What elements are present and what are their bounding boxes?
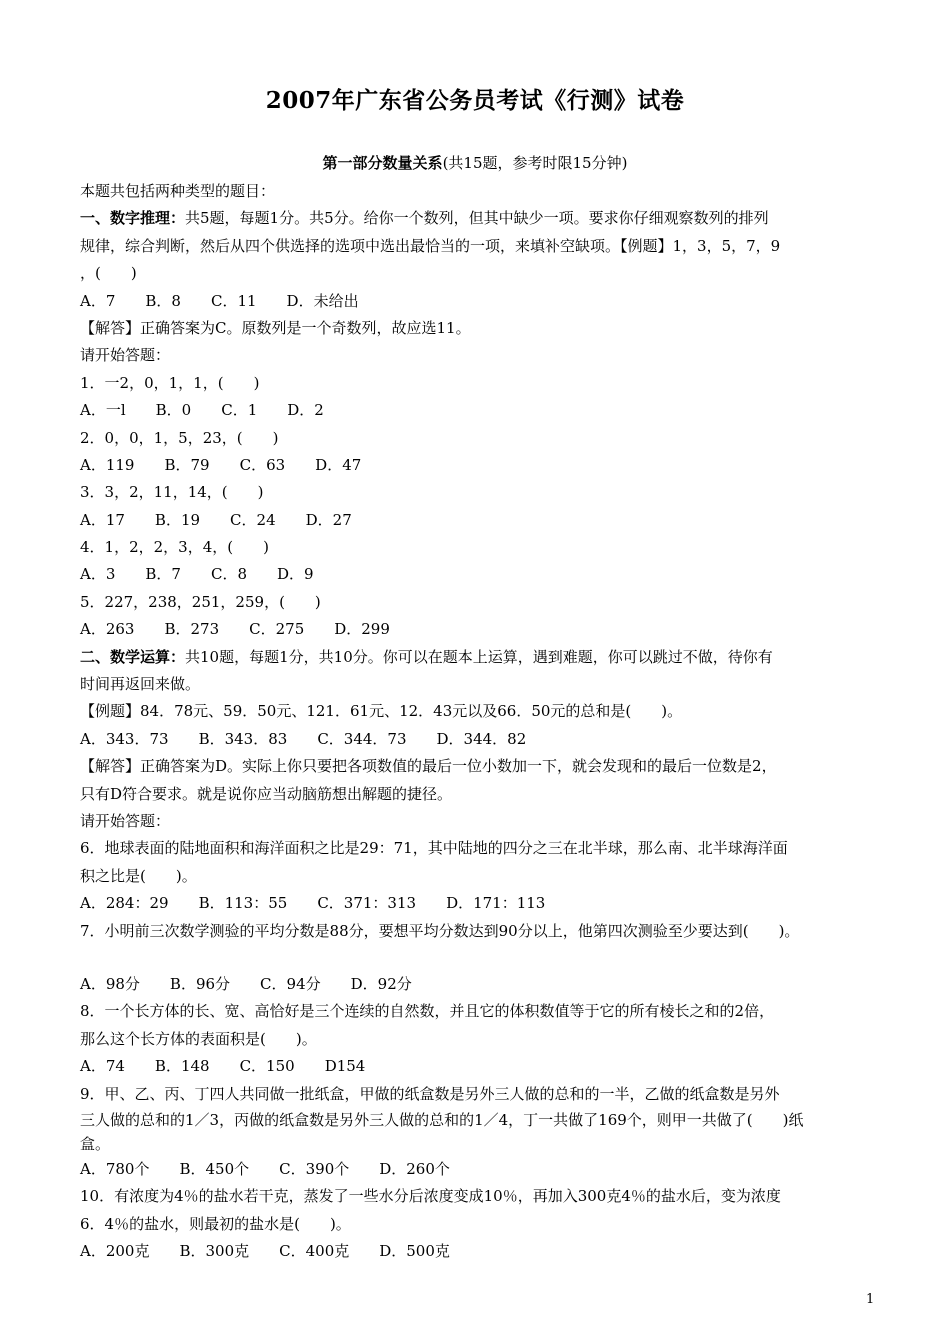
option: B．273 <box>164 620 220 639</box>
question-9-line3: 盒。 <box>80 1134 111 1153</box>
page-number: 1 <box>866 1292 875 1307</box>
part2-text: 共10题，每题1分，共10分。你可以在题本上运算，遇到难题，你可以跳过不做，待你有 <box>185 647 773 666</box>
section-heading-bold: 第一部分数量关系 <box>322 154 443 172</box>
option: D．92分 <box>350 974 412 993</box>
question-7-line1: 7．小明前三次数学测验的平均分数是88分，要想平均分数达到90分以上，他第四次测验至少要达到( )。 <box>80 921 800 940</box>
option: B．148 <box>154 1057 210 1076</box>
part2-label: 二、数学运算： <box>80 647 186 666</box>
option: A．343．73 <box>80 729 169 748</box>
question-8-line2: 那么这个长方体的表面积是( )。 <box>80 1029 317 1048</box>
part2-line1 <box>80 644 880 671</box>
option: A．7 <box>80 291 116 310</box>
option: D．27 <box>305 510 352 529</box>
part1-line2: 规律，综合判断，然后从四个供选择的选项中选出最恰当的一项，来填补空缺项。【例题】1，3，5，7，9 <box>80 236 781 255</box>
option: C．400克 <box>279 1242 350 1261</box>
question-10-line2: 6．4％的盐水，则最初的盐水是( )。 <box>80 1214 351 1233</box>
start-prompt-1: 请开始答题： <box>80 346 171 365</box>
question-5: 5．227，238，251，259，( ) <box>80 592 321 611</box>
question-6-line2: 积之比是( )。 <box>80 866 197 885</box>
option: C．94分 <box>260 974 321 993</box>
part1-line3: ，( ) <box>80 264 137 283</box>
example1-answer: 【解答】正确答案为C。原数列是一个奇数列，故应选11。 <box>80 318 471 337</box>
option: B．113：55 <box>198 894 288 913</box>
option: B．19 <box>154 510 201 529</box>
option: A．74 <box>80 1057 125 1076</box>
option: A．119 <box>80 455 135 474</box>
example2-answer-line2: 只有D符合要求。就是说你应当动脑筋想出解题的捷径。 <box>80 784 453 803</box>
blank-line <box>80 945 880 971</box>
question-8-line1: 8．一个长方体的长、宽、高恰好是三个连续的自然数，并且它的体积数值等于它的所有棱长之和的2倍， <box>80 1002 775 1021</box>
option: D．500克 <box>379 1242 450 1261</box>
question-7-options <box>80 971 880 998</box>
question-9-line2: 三人做的总和的1／3，丙做的纸盒数是另外三人做的总和的1／4，丁一共做了169个，则甲一共做了( )纸 <box>80 1110 804 1129</box>
option: A．284：29 <box>80 894 169 913</box>
option: C．8 <box>210 565 247 584</box>
option: A．3 <box>80 565 116 584</box>
option: B．7 <box>145 565 181 584</box>
section-heading-rest: (共15题，参考时限15分钟) <box>442 154 628 172</box>
option: B．343．83 <box>198 729 288 748</box>
option: D154 <box>324 1057 366 1076</box>
example2: 【例题】84．78元、59．50元、121．61元、12．43元以及66．50元的总和是( )。 <box>80 702 683 721</box>
start-prompt-2: 请开始答题： <box>80 811 171 830</box>
part1-line1 <box>80 205 880 232</box>
question-1: 1．一2，0，1，1，( ) <box>80 373 260 392</box>
option: A．200克 <box>80 1242 150 1261</box>
option: D．未给出 <box>286 291 359 310</box>
question-6-line1: 6．地球表面的陆地面积和海洋面积之比是29：71，其中陆地的四分之三在北半球，那么南、北半球海洋面 <box>80 839 788 858</box>
option: D．299 <box>334 620 390 639</box>
question-3-options <box>80 507 880 534</box>
part1-label: 一、数字推理： <box>80 209 186 228</box>
option: C．371：313 <box>317 894 417 913</box>
question-8-options <box>80 1053 880 1080</box>
question-3: 3．3，2，11，14，( ) <box>80 483 264 502</box>
question-2: 2．0，0，1，5，23，( ) <box>80 428 279 447</box>
option: D．9 <box>277 565 314 584</box>
option: A．17 <box>80 510 125 529</box>
question-2-options <box>80 452 880 479</box>
option: D．171：113 <box>446 894 546 913</box>
option: C．11 <box>210 291 257 310</box>
option: D．260个 <box>379 1159 450 1178</box>
option: C．150 <box>239 1057 295 1076</box>
question-5-options <box>80 616 880 643</box>
option: C．63 <box>239 455 286 474</box>
option: C．24 <box>230 510 276 529</box>
option: B．0 <box>155 401 192 420</box>
question-9-options <box>80 1156 880 1183</box>
part1-text: 共5题，每题1分。共5分。给你一个数列，但其中缺少一项。要求你仔细观察数列的排列 <box>185 209 769 228</box>
example1-options <box>80 288 880 315</box>
option: A．780个 <box>80 1159 150 1178</box>
question-6-options <box>80 890 880 917</box>
question-4-options <box>80 561 880 588</box>
part2-line2: 时间再返回来做。 <box>80 675 201 694</box>
section-intro: 本题共包括两种类型的题目： <box>80 182 276 200</box>
example2-answer-line1: 【解答】正确答案为D。实际上你只要把各项数值的最后一位小数加一下，就会发现和的最后一位数是2， <box>80 757 777 776</box>
option: A．98分 <box>80 974 140 993</box>
option: D．2 <box>287 401 324 420</box>
option: B．79 <box>164 455 210 474</box>
document-title: 2007年广东省公务员考试《行测》试卷 <box>265 87 685 114</box>
option: B．96分 <box>169 974 231 993</box>
option: B．450个 <box>179 1159 250 1178</box>
question-4: 4．1，2，2，3，4，( ) <box>80 538 269 557</box>
option: D．47 <box>315 455 362 474</box>
option: C．1 <box>221 401 258 420</box>
option: D．344．82 <box>436 729 527 748</box>
option: C．390个 <box>279 1159 350 1178</box>
question-9-line1: 9．甲、乙、丙、丁四人共同做一批纸盒，甲做的纸盒数是另外三人做的总和的一半，乙做的纸盒数是另外 <box>80 1084 780 1103</box>
section-heading <box>0 152 950 173</box>
option: C．275 <box>249 620 305 639</box>
question-1-options <box>80 397 880 424</box>
question-10-options <box>80 1238 880 1265</box>
document-body <box>80 178 880 1265</box>
option: B．300克 <box>179 1242 250 1261</box>
option: C．344．73 <box>317 729 407 748</box>
example2-options <box>80 726 880 753</box>
option: A．一l <box>80 401 126 420</box>
question-10-line1: 10．有浓度为4％的盐水若干克，蒸发了一些水分后浓度变成10％，再加入300克4％的盐水后，变为浓度 <box>80 1187 781 1206</box>
option: A．263 <box>80 620 135 639</box>
option: B．8 <box>145 291 181 310</box>
